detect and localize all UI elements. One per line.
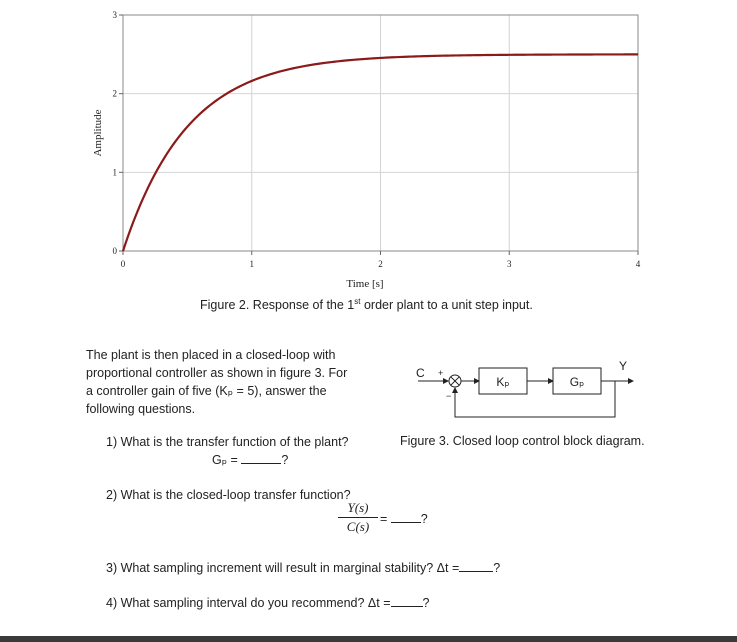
figure-2-caption-prefix: Figure 2. Response of the 1 [200, 298, 355, 313]
axis-ticks [113, 10, 641, 269]
answer-blank[interactable] [459, 561, 493, 572]
bottom-divider [0, 636, 737, 642]
question-4-text: 4) What sampling interval do you recommend? Δt = [106, 596, 391, 610]
x-tick-label: 2 [378, 259, 383, 269]
question-1: 1) What is the transfer function of the plant? [106, 435, 349, 449]
figure-3-caption: Figure 3. Closed loop control block diagram. [400, 434, 645, 448]
x-tick-label: 3 [507, 259, 512, 269]
answer-blank[interactable] [241, 453, 281, 464]
question-mark: ? [422, 596, 430, 610]
question-1-answer [212, 451, 288, 469]
x-tick-label: 0 [120, 259, 126, 269]
block-diagram [400, 355, 660, 430]
equals-sign: = [380, 512, 388, 526]
figure-2-caption-sup: st [354, 297, 361, 306]
question-3 [106, 559, 500, 577]
question-2-answer [380, 510, 428, 528]
output-label: Y [619, 359, 628, 373]
controller-label: Kₚ [496, 375, 510, 389]
fraction-numerator: Y(s) [338, 500, 378, 518]
answer-blank[interactable] [391, 512, 421, 523]
y-tick-label: 3 [112, 10, 117, 20]
y-tick-label: 1 [112, 167, 117, 178]
input-label: C [416, 366, 425, 380]
y-axis-label: Amplitude [92, 109, 104, 157]
question-mark: ? [420, 512, 428, 526]
x-tick-label: 1 [249, 259, 254, 269]
intro-line: proportional controller as shown in figure 3. For [86, 366, 348, 380]
intro-line: The plant is then placed in a closed-loop with [86, 348, 336, 362]
y-tick-label: 0 [112, 246, 117, 256]
question-3-text: 3) What sampling increment will result in marginal stability? Δt = [106, 561, 460, 575]
minus-sign: − [446, 391, 452, 401]
x-tick-label: 4 [635, 259, 641, 269]
closed-loop-tf-fraction [338, 500, 378, 535]
x-axis-label: Time [s] [346, 278, 384, 290]
intro-line: a controller gain of five (Kₚ = 5), answer the [86, 384, 327, 398]
figure-2-caption-suffix: order plant to a unit step input. [360, 298, 533, 313]
chart-grid [123, 15, 638, 251]
question-mark: ? [493, 561, 501, 575]
figure-2-caption [200, 293, 533, 314]
intro-paragraph [86, 346, 386, 418]
plus-sign: + [438, 368, 444, 378]
y-tick-label: 2 [112, 88, 117, 99]
fraction-denominator: C(s) [346, 519, 370, 534]
step-response-chart [0, 0, 737, 300]
intro-line: following questions. [86, 402, 196, 416]
question-4 [106, 594, 429, 612]
plant-tf-lhs: Gₚ = [212, 453, 238, 467]
question-2: 2) What is the closed-loop transfer function? [106, 488, 351, 502]
plant-label: Gₚ [569, 375, 585, 389]
summing-junction [449, 375, 461, 387]
question-mark: ? [281, 453, 289, 467]
answer-blank[interactable] [391, 596, 423, 607]
